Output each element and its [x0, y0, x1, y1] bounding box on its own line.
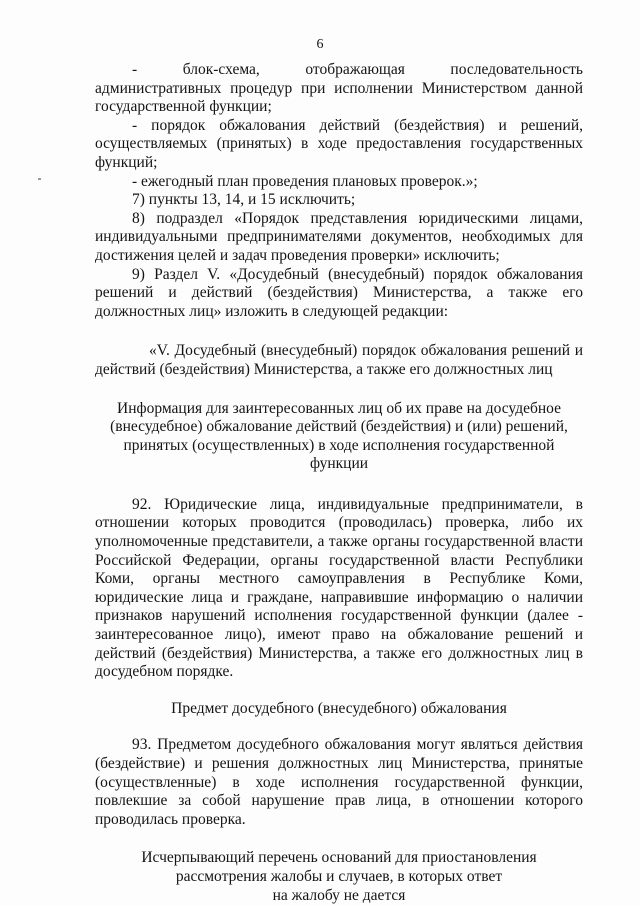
amendment-item-8: 8) подраздел «Порядок представления юридическими лицами, индивидуальными предпринимателями документов, необходимых для достижения целей и задач проведения проверки» исключить;	[95, 209, 583, 264]
list-item-flowchart: - блок-схема, отображающая последовательность административных процедур при исполнении Министерством данной государственной функции;	[95, 61, 583, 116]
document-body	[95, 61, 583, 905]
subject-heading: Предмет досудебного (внесудебного) обжалования	[171, 699, 507, 717]
scan-artifact	[38, 178, 41, 180]
amendment-item-7: 7) пункты 13, 14, и 15 исключить;	[132, 191, 356, 209]
grounds-heading	[95, 849, 583, 905]
grounds-heading-line-1: Исчерпывающий перечень оснований для приостановления	[141, 849, 537, 867]
grounds-heading-line-2: рассмотрения жалобы и случаев, в которых ответ	[175, 867, 503, 885]
paragraph-93: 93. Предметом досудебного обжалования могут являться действия (бездействие) и решения должностных лиц Министерства, принятые (осуществленные) в ходе исполнения государственной функции, повлекшие за собой нарушение прав лица, в отношении которого проводилась проверка.	[95, 736, 583, 828]
section-v-title: «V. Досудебный (внесудебный) порядок обжалования решений и действий (бездействия) Министерства, а также его должностных лиц	[95, 342, 583, 378]
page-number: 6	[316, 37, 324, 52]
list-item-annual-plan: - ежегодный план проведения плановых проверок.»;	[132, 172, 478, 190]
info-heading: Информация для заинтересованных лиц об их праве на досудебное (внесудебное) обжалование действий (бездействия) и (или) решений, принятых (осуществленных) в ходе исполнения государственной функции	[110, 399, 568, 473]
list-item-appeal-procedure: - порядок обжалования действий (бездействия) и решений, осуществляемых (принятых) в ходе предоставления государственных функций;	[95, 116, 583, 171]
grounds-heading-line-3: на жалобу не дается	[272, 886, 406, 904]
paragraph-92: 92. Юридические лица, индивидуальные предприниматели, в отношении которых проводится (проводилась) проверка, либо их уполномоченные представители, а также органы государственной власти Российской Федерации, органы государственной власти Республики Коми, органы местного самоуправления в Республике Коми, юридические лица и граждане, направившие информацию о наличии признаков нарушений исполнения государственной функции (далее - заинтересованное лицо), имеют право на обжалование решений и действий (бездействия) Министерства, а также его должностных лиц в досудебном порядке.	[95, 495, 583, 681]
amendment-item-9: 9) Раздел V. «Досудебный (внесудебный) порядок обжалования решений и действий (бездействия) Министерства, а также его должностных лиц» изложить в следующей редакции:	[95, 265, 583, 320]
